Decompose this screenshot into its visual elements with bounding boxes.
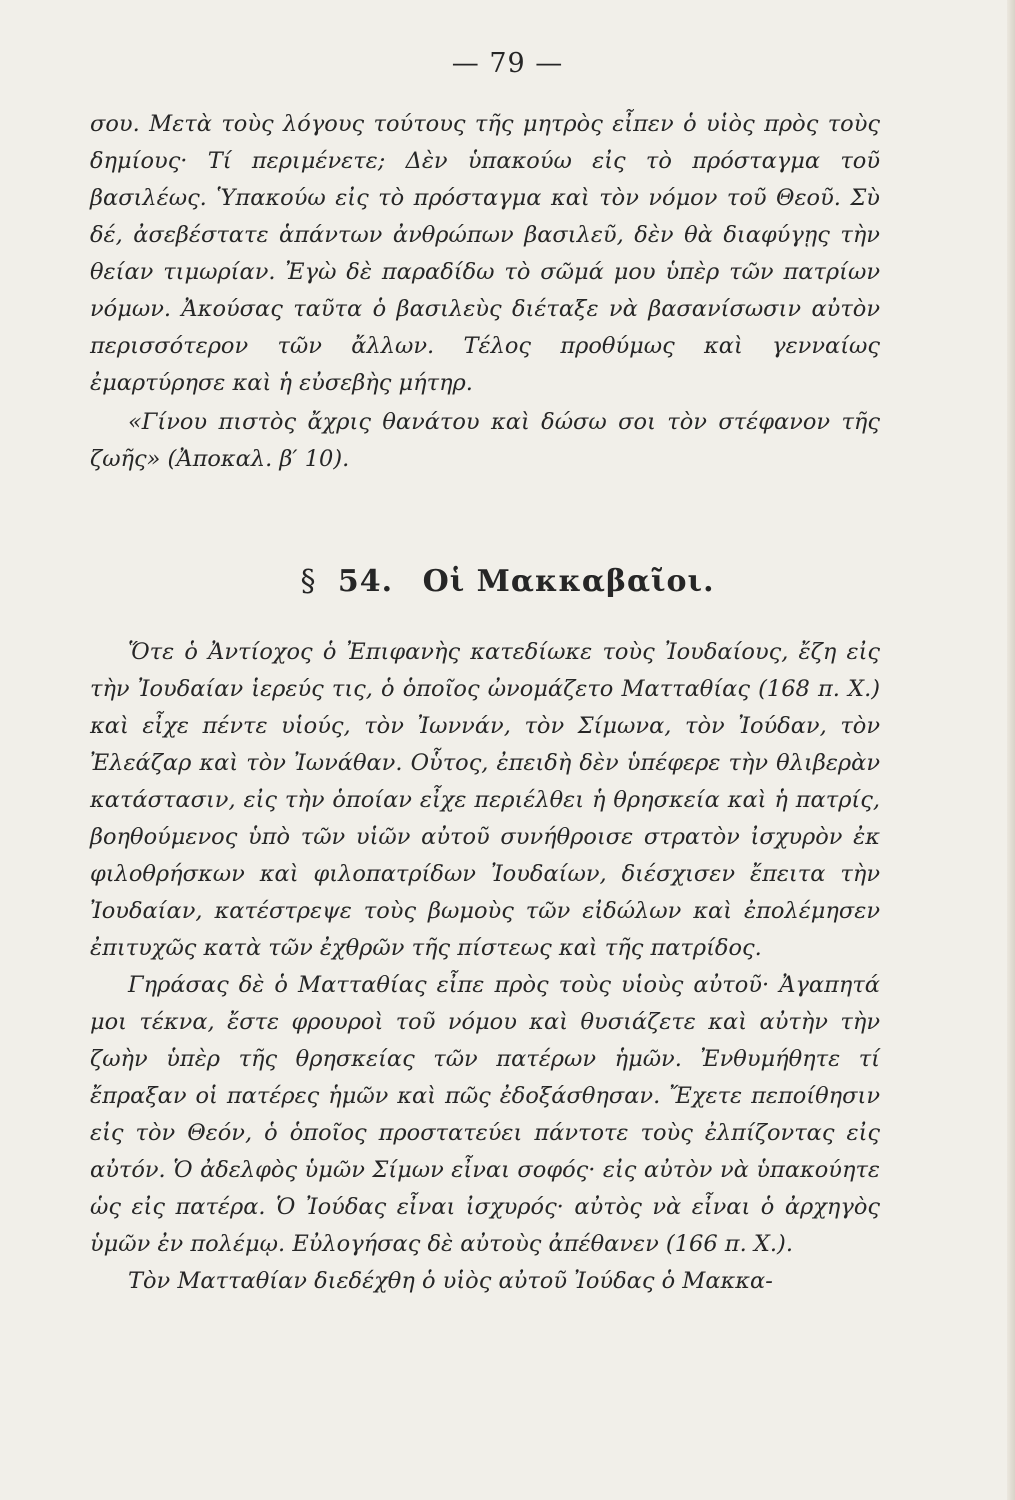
verse-quote-line (90, 404, 880, 478)
top-paragraph: σου. Μετὰ τοὺς λόγους τούτους τῆς μητρὸς εἶπεν ὁ υἱὸς πρὸς τοὺς δημίους· Τί περιμένετε; Δὲν ὑπακούω εἰς τὸ πρόσταγμα τοῦ βασιλέως. Ὑπακούω εἰς τὸ πρόσταγμα καὶ τὸν νόμον τοῦ Θεοῦ. Σὺ δέ, ἀσεβέστατε ἁπάντων ἀνθρώπων βασιλεῦ, δὲν θὰ διαφύγῃς τὴν θείαν τιμωρίαν. Ἐγὼ δὲ παραδίδω τὸ σῶμά μου ὑπὲρ τῶν πατρίων νόμων. Ἀκούσας ταῦτα ὁ βασιλεὺς διέταξε νὰ βασανίσωσιν αὐτὸν περισσότερον τῶν ἄλλων. Τέλος προθύμως καὶ γενναίως ἐμαρτύρησε καὶ ἡ εὐσεβὴς μήτηρ. (90, 111, 880, 396)
section-title: Οἱ Μακκαβαῖοι. (422, 564, 715, 599)
paragraph-antiochus: Ὅτε ὁ Ἀντίοχος ὁ Ἐπιφανὴς κατεδίωκε τοὺς Ἰουδαίους, ἔζη εἰς τὴν Ἰουδαίαν ἱερεύς τις, ὁ ὁποῖος ὠνομάζετο Ματταθίας (168 π. Χ.) καὶ εἶχε πέντε υἱούς, τὸν Ἰωννάν, τὸν Σίμωνα, τὸν Ἰούδαν, τὸν Ἐλεάζαρ καὶ τὸν Ἰωνάθαν. Οὗτος, ἐπειδὴ δὲν ὑπέφερε τὴν θλιβερὰν κατάστασιν, εἰς τὴν ὁποίαν εἶχε περιέλθει ἡ θρησκεία καὶ ἡ πατρίς, βοηθούμενος ὑπὸ τῶν υἱῶν αὐτοῦ συνήθροισε στρατὸν ἰσχυρὸν ἐκ φιλοθρήσκων καὶ φιλοπατρίδων Ἰουδαίων, διέσχισεν ἔπειτα τὴν Ἰουδαίαν, κατέστρεψε τοὺς βωμοὺς τῶν εἰδώλων καὶ ἐπολέμησεν ἐπιτυχῶς κατὰ τῶν ἐχθρῶν τῆς πίστεως καὶ τῆς πατρίδος. (90, 639, 880, 961)
verse-quote: «Γίνου πιστὸς ἄχρις θανάτου καὶ δώσω σοι τὸν στέφανον τῆς ζωῆς» (90, 409, 880, 472)
section-symbol: § (300, 564, 317, 599)
paragraph-judas: Τὸν Ματταθίαν διεδέχθη ὁ υἱὸς αὐτοῦ Ἰούδας ὁ Μακκα- (128, 1268, 773, 1294)
section-number: 54. (337, 564, 394, 599)
verse-reference: (Ἀποκαλ. β′ 10). (167, 446, 350, 472)
section-body (90, 634, 880, 1300)
page-number: — 79 — (451, 48, 564, 79)
scan-edge-shadow (1007, 0, 1015, 1500)
section-heading (0, 564, 1015, 599)
top-text-block (90, 106, 880, 478)
paragraph-mattathias-speech: Γηράσας δὲ ὁ Ματταθίας εἶπε πρὸς τοὺς υἱοὺς αὐτοῦ· Ἀγαπητά μοι τέκνα, ἔστε φρουροὶ τοῦ νόμου καὶ θυσιάζετε καὶ αὐτὴν τὴν ζωὴν ὑπὲρ τῆς θρησκείας τῶν πατέρων ἡμῶν. Ἐνθυμήθητε τί ἔπραξαν οἱ πατέρες ἡμῶν καὶ πῶς ἐδοξάσθησαν. Ἔχετε πεποίθησιν εἰς τὸν Θεόν, ὁ ὁποῖος προστατεύει πάντοτε τοὺς ἐλπίζοντας εἰς αὐτόν. Ὁ ἀδελφὸς ὑμῶν Σίμων εἶναι σοφός· εἰς αὐτὸν νὰ ὑπακούητε ὡς εἰς πατέρα. Ὁ Ἰούδας εἶναι ἰσχυρός· αὐτὸς νὰ εἶναι ὁ ἀρχηγὸς ὑμῶν ἐν πολέμῳ. Εὐλογήσας δὲ αὐτοὺς ἀπέθανεν (166 π. Χ.). (90, 972, 880, 1257)
